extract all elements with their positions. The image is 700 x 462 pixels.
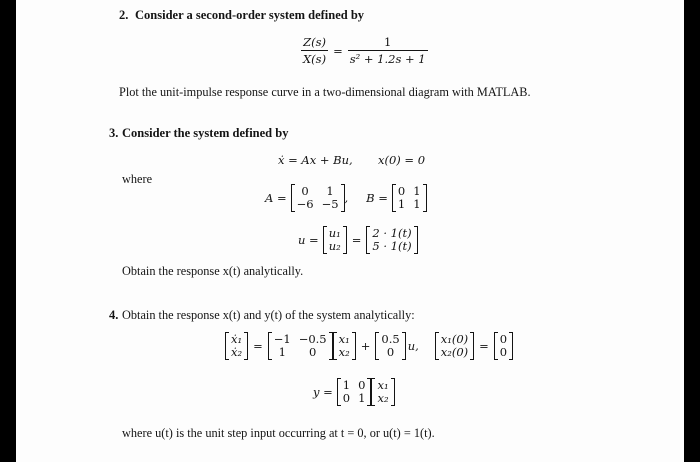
vector-cell: ẋ₁: [231, 332, 243, 346]
matrix-cell: −5: [321, 197, 339, 211]
problem-4-state-equation: [225, 332, 513, 360]
matrix-cell: 0: [309, 345, 317, 359]
problem-4-number: 4.: [109, 308, 119, 322]
problem-4-note: where u(t) is the unit step input occurring at t = 0, or u(t) = 1(t).: [122, 426, 435, 440]
matrix-B: [392, 184, 427, 212]
initial-state-vector: [435, 332, 474, 360]
vector-cell: u₁: [328, 226, 341, 240]
matrix-cell: 1: [358, 391, 366, 405]
matrix-cell: −6: [296, 197, 314, 211]
zero-vector: [494, 332, 513, 360]
matrix-cell: −0.5: [298, 332, 327, 346]
input-values-vector: [366, 226, 417, 254]
matrix-C: [337, 378, 372, 406]
problem-3-where: where: [122, 172, 153, 186]
vector-cell: 5 · 1(t): [372, 239, 412, 253]
vector-cell: x₂(0): [440, 345, 469, 359]
problem-3-input-vector: [298, 226, 418, 254]
matrix-cell: 1: [342, 378, 351, 392]
vector-cell: 0.5: [381, 332, 400, 346]
xdot-vector: [225, 332, 248, 360]
tf-lhs-denominator: X(s): [303, 52, 327, 66]
vector-cell: 0: [499, 345, 508, 359]
tf-rhs-fraction: [348, 35, 428, 66]
vector-cell: ẋ₂: [231, 345, 243, 359]
matrix-B-label: B =: [366, 191, 388, 205]
problem-4-output-equation: [313, 378, 395, 406]
problem-3-number: 3.: [109, 126, 119, 140]
vector-cell: x₁(0): [440, 332, 469, 346]
vector-cell: x₁: [377, 378, 389, 392]
matrix-A: [268, 332, 333, 360]
matrix-B: [375, 332, 405, 360]
problem-4-intro: Obtain the response x(t) and y(t) of the system analytically:: [122, 308, 415, 322]
matrix-cell: 0: [397, 184, 406, 198]
x-vector: [333, 332, 356, 360]
problem-2-task: Plot the unit-impulse response curve in a two-dimensional diagram with MATLAB.: [119, 85, 531, 99]
document-page: [16, 0, 684, 462]
vector-cell: u₂: [328, 239, 341, 253]
problem-3-matrices: [265, 184, 427, 212]
problem-3-intro: Consider the system defined by: [122, 126, 289, 140]
matrix-cell: 1: [326, 184, 334, 198]
matrix-cell: 0: [301, 184, 309, 198]
vector-cell: 0: [386, 345, 395, 359]
tf-equals: =: [333, 43, 343, 58]
matrix-cell: 0: [342, 391, 351, 405]
matrix-cell: 1: [413, 184, 421, 198]
matrix-cell: 1: [413, 197, 421, 211]
output-y-label: y =: [313, 385, 333, 399]
tf-rhs-denominator: s² + 1.2s + 1: [349, 52, 426, 66]
matrix-A-label: A =: [265, 191, 287, 205]
tf-lhs-fraction: [301, 35, 328, 66]
vector-cell: x₂: [377, 391, 389, 405]
state-plus: +: [360, 339, 371, 353]
problem-2-transfer-function: [301, 35, 428, 66]
matrix-A-comma: ,: [344, 191, 349, 205]
problem-2-intro: Consider a second-order system defined by: [135, 8, 365, 22]
matrix-cell: 1: [397, 197, 406, 211]
problem-2-number: 2.: [119, 8, 129, 22]
problem-3-initial-condition: x(0) = 0: [378, 153, 426, 167]
matrix-A: [291, 184, 345, 212]
input-u-label: u =: [298, 233, 319, 247]
tf-rhs-numerator: 1: [384, 35, 392, 49]
x-vector: [371, 378, 394, 406]
problem-3-task: Obtain the response x(t) analytically.: [122, 264, 304, 278]
input-u-term: u,: [407, 339, 419, 353]
input-u-vector: [323, 226, 347, 254]
tf-lhs-numerator: Z(s): [303, 35, 326, 49]
initial-equals: =: [479, 339, 489, 353]
vector-cell: x₂: [338, 345, 350, 359]
vector-cell: 0: [499, 332, 508, 346]
vector-cell: 2 · 1(t): [372, 226, 412, 240]
state-equals: =: [253, 339, 263, 353]
vector-cell: x₁: [338, 332, 350, 346]
input-equals: =: [351, 233, 362, 247]
matrix-cell: 1: [278, 345, 286, 359]
matrix-cell: 0: [358, 378, 366, 392]
matrix-cell: −1: [273, 332, 291, 346]
problem-3-state-equation: ẋ = Ax + Bu,: [278, 153, 353, 167]
